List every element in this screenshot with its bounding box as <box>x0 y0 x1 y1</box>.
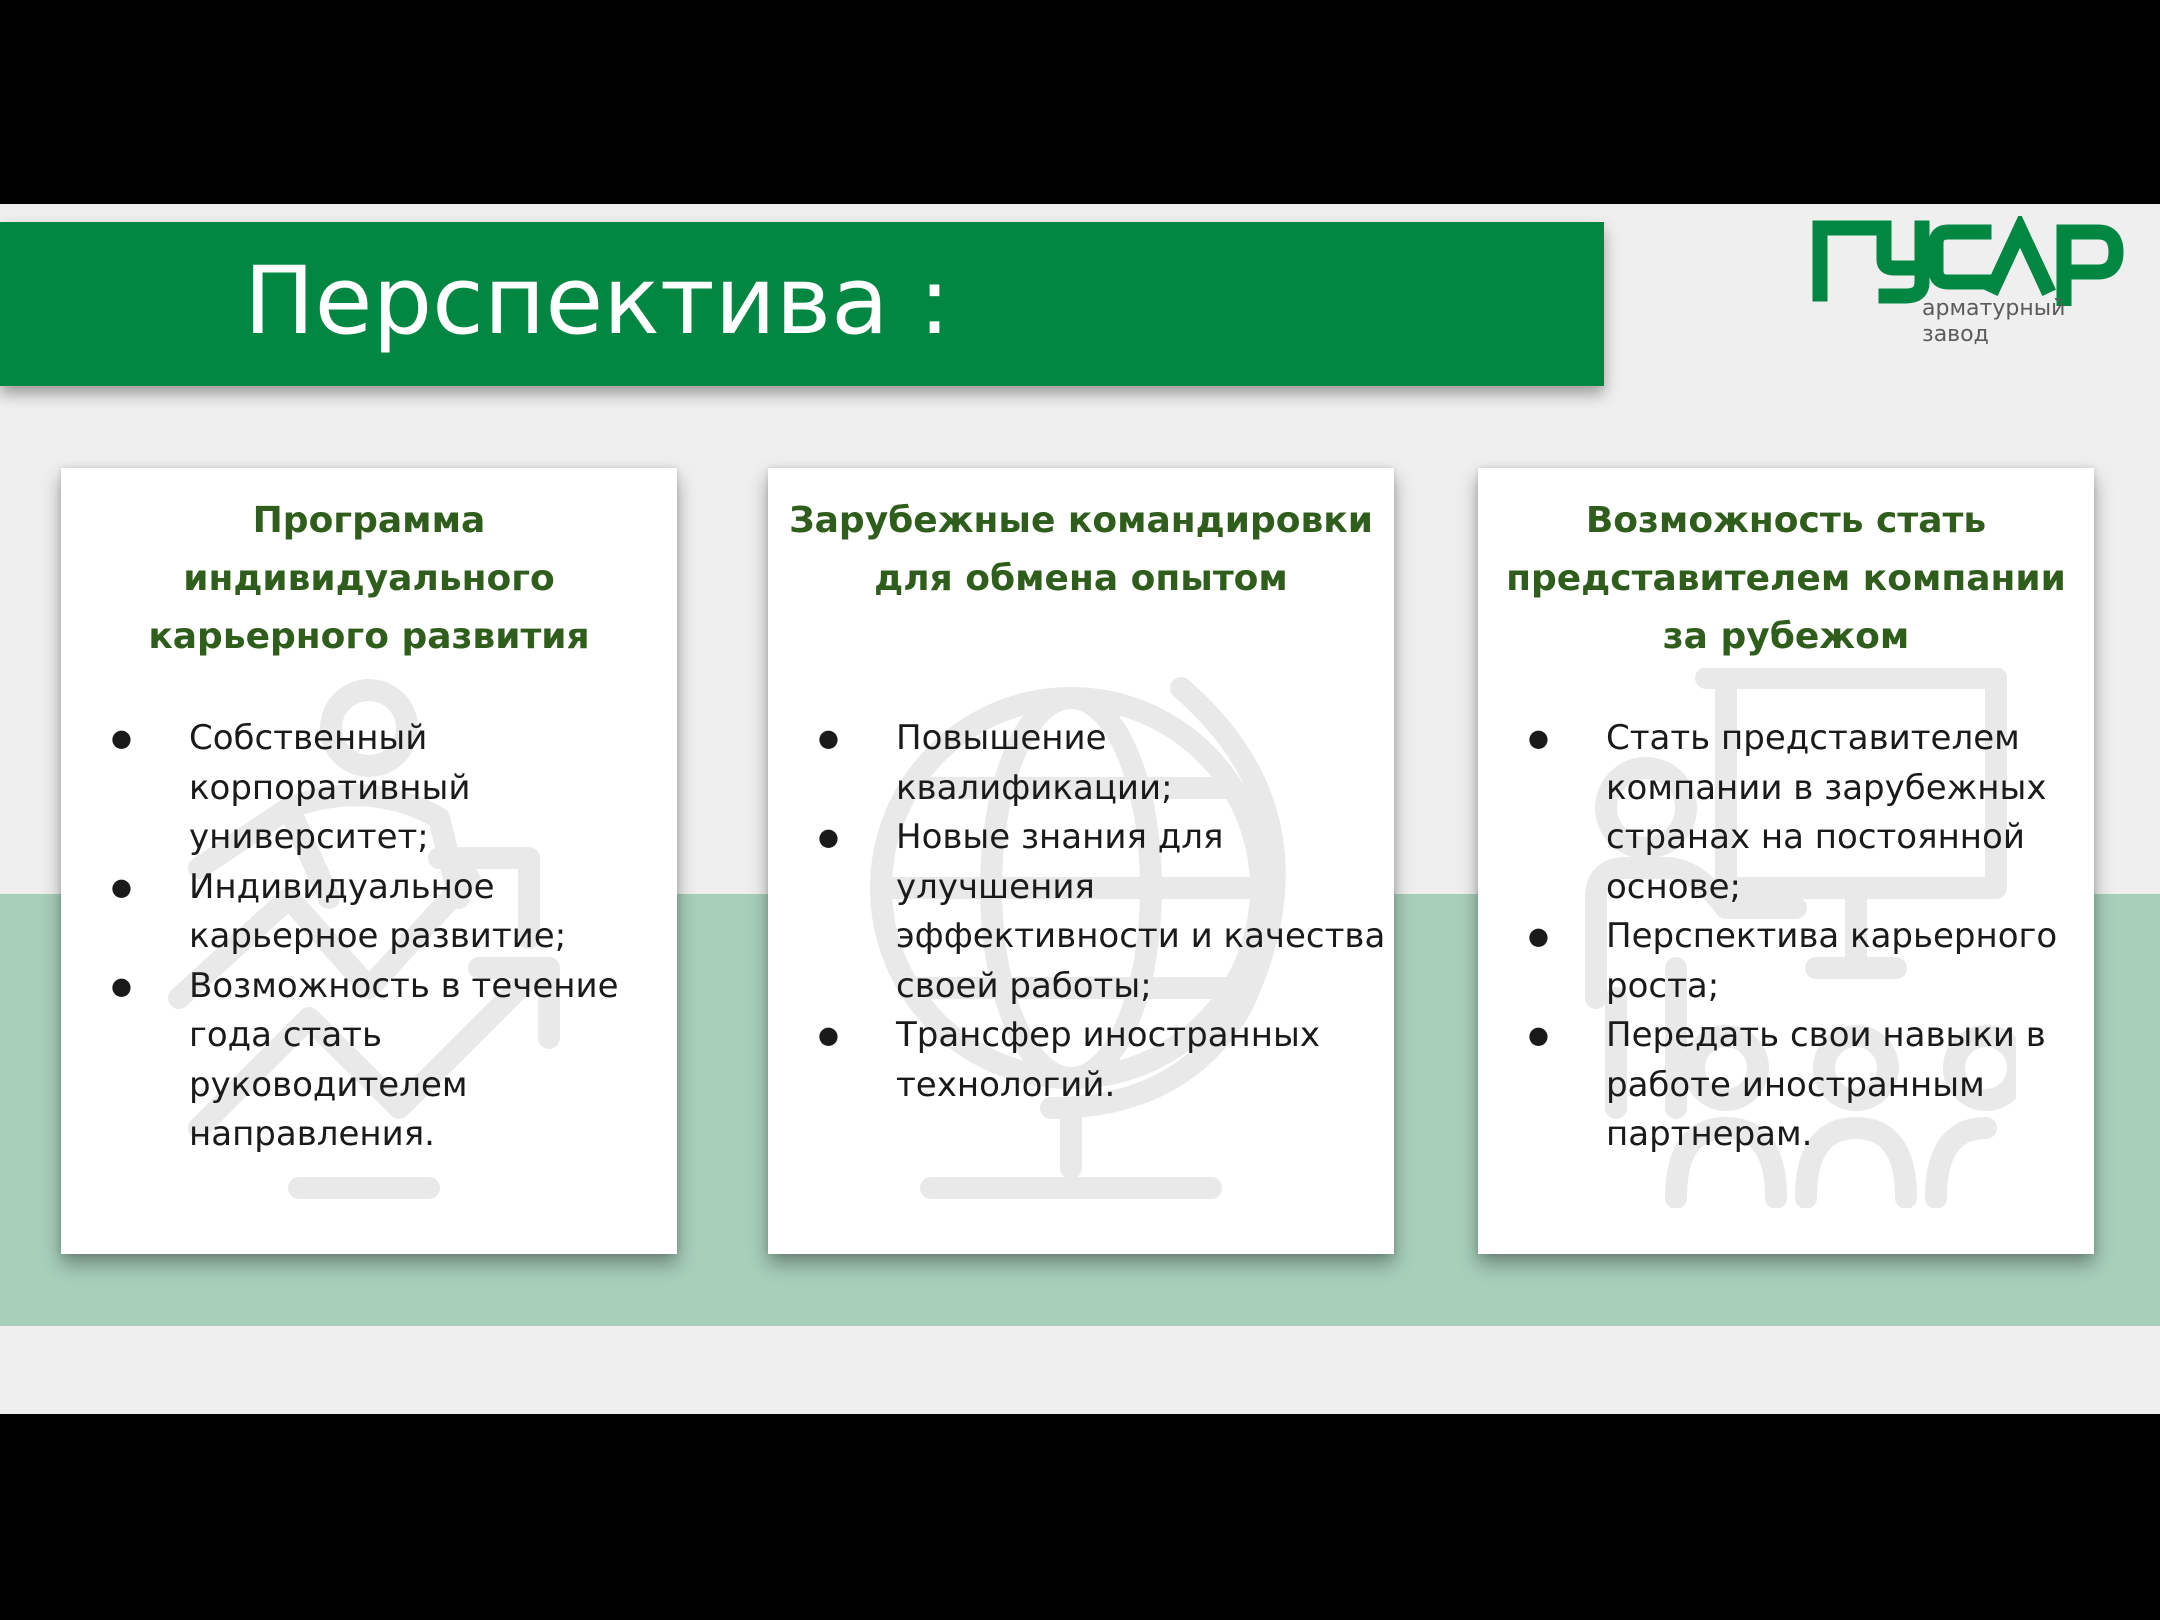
card-bullet-list <box>1478 714 2086 1160</box>
company-logo <box>1812 216 2132 356</box>
list-item: ● Передать свои навыки в работе иностранным партнерам. <box>1478 1011 2086 1160</box>
card-representative <box>1478 468 2094 1254</box>
logo-wordmark-icon <box>1812 216 2132 306</box>
title-bar <box>0 222 1604 386</box>
card-business-trips <box>768 468 1394 1254</box>
logo-subtitle <box>1922 296 2065 348</box>
logo-line-2: завод <box>1922 322 1989 347</box>
slide <box>0 204 2160 1414</box>
card-title: Программа индивидуального карьерного развития <box>148 500 590 657</box>
list-item: ● Возможность в течение года стать руководителем направления. <box>61 962 669 1160</box>
card-bullet-list <box>61 714 669 1160</box>
list-item: ● Новые знания для улучшения эффективности и качества своей работы; <box>768 813 1386 1011</box>
card-title: Возможность стать представителем компании за рубежом <box>1506 500 2066 657</box>
list-item: ● Индивидуальное карьерное развитие; <box>61 863 669 962</box>
card-bullet-list <box>768 714 1386 1110</box>
list-item: ● Перспектива карьерного роста; <box>1478 912 2086 1011</box>
slide-title: Перспектива : <box>244 247 951 356</box>
card-career-program <box>61 468 677 1254</box>
list-item: ● Повышение квалификации; <box>768 714 1386 813</box>
list-item: ● Трансфер иностранных технологий. <box>768 1011 1386 1110</box>
list-item: ● Стать представителем компании в зарубежных странах на постоянной основе; <box>1478 714 2086 912</box>
list-item: ● Собственный корпоративный университет; <box>61 714 669 863</box>
card-title: Зарубежные командировки для обмена опытом <box>789 500 1373 599</box>
logo-line-1: арматурный <box>1922 296 2066 321</box>
